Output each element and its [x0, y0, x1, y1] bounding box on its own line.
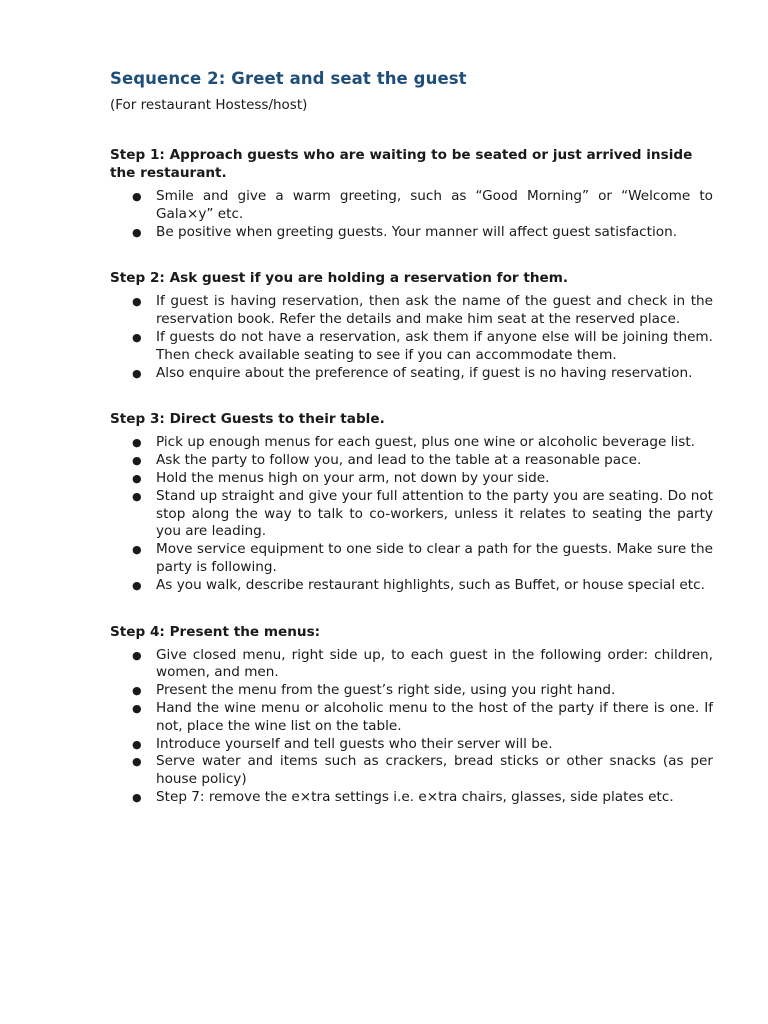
bullet-icon: ● — [132, 578, 142, 592]
bullet-item — [110, 577, 713, 595]
bullet-item — [110, 647, 713, 683]
bullet-item — [110, 470, 713, 488]
bullet-item — [110, 682, 713, 700]
bullet-item — [110, 188, 713, 224]
bullet-item — [110, 700, 713, 736]
bullet-icon: ● — [132, 701, 142, 715]
bullet-item — [110, 452, 713, 470]
bullet-icon: ● — [132, 225, 142, 239]
bullet-text: Introduce yourself and tell guests who their server will be. — [156, 735, 553, 752]
step-heading: Step 1: Approach guests who are waiting to be seated or just arrived inside the restaurant. — [110, 147, 693, 181]
bullet-text: Pick up enough menus for each guest, plus one wine or alcoholic beverage list. — [156, 434, 695, 451]
step-heading: Step 2: Ask guest if you are holding a reservation for them. — [110, 270, 569, 287]
bullet-text: If guests do not have a reservation, ask them if anyone else will be joining them. Then check available seating to see if you can accommodate them. — [156, 328, 713, 363]
bullet-text: Give closed menu, right side up, to each guest in the following order: children, women, and men. — [156, 646, 713, 681]
bullet-item — [110, 293, 713, 329]
steps-container — [110, 146, 713, 807]
bullet-text: Also enquire about the preference of seating, if guest is no having reservation. — [156, 364, 693, 381]
bullet-icon: ● — [132, 471, 142, 485]
bullet-text: If guest is having reservation, then ask the name of the guest and check in the reservation book. Refer the details and make him seat at the reserved place. — [156, 293, 713, 328]
bullet-text: Hand the wine menu or alcoholic menu to the host of the party if there is one. If not, place the wine list on the table. — [156, 699, 713, 734]
bullet-item — [110, 434, 713, 452]
document-subtitle: (For restaurant Hostess/host) — [110, 97, 308, 113]
bullet-item — [110, 789, 713, 807]
step-section-1 — [110, 146, 713, 241]
bullet-icon: ● — [132, 543, 142, 557]
bullet-icon: ● — [132, 454, 142, 468]
bullet-text: As you walk, describe restaurant highlights, such as Buffet, or house special etc. — [156, 576, 705, 593]
step-section-2 — [110, 269, 713, 382]
bullet-text: Present the menu from the guest’s right side, using you right hand. — [156, 682, 616, 699]
step-heading: Step 3: Direct Guests to their table. — [110, 411, 385, 428]
bullet-text: Move service equipment to one side to clear a path for the guests. Make sure the party is following. — [156, 541, 713, 575]
step-section-3 — [110, 410, 713, 594]
bullet-text: Smile and give a warm greeting, such as “Good Morning” or “Welcome to Gala×y” etc. — [156, 188, 713, 222]
bullet-icon: ● — [132, 190, 142, 203]
bullet-icon: ● — [132, 790, 142, 804]
bullet-item — [110, 736, 713, 754]
bullet-icon: ● — [132, 755, 142, 769]
bullet-icon: ● — [132, 366, 142, 380]
bullet-item — [110, 365, 713, 383]
bullet-icon: ● — [132, 737, 142, 751]
bullet-list — [110, 188, 713, 241]
step-heading: Step 4: Present the menus: — [110, 623, 321, 640]
bullet-text: Step 7: remove the e×tra settings i.e. e×tra chairs, glasses, side plates etc. — [156, 788, 674, 805]
bullet-list — [110, 647, 713, 807]
bullet-item — [110, 329, 713, 365]
bullet-list — [110, 434, 713, 594]
bullet-item — [110, 488, 713, 541]
bullet-item — [110, 541, 713, 577]
bullet-icon: ● — [132, 648, 142, 662]
bullet-item — [110, 753, 713, 789]
document-title: Sequence 2: Greet and seat the guest — [110, 69, 467, 88]
bullet-text: Be positive when greeting guests. Your manner will affect guest satisfaction. — [156, 223, 678, 240]
bullet-item — [110, 224, 713, 242]
bullet-text: Stand up straight and give your full attention to the party you are seating. Do not stop along the way to talk to co-workers, unless it relates to seating the party you are leading. — [156, 487, 713, 540]
bullet-icon: ● — [132, 330, 142, 344]
bullet-icon: ● — [132, 489, 142, 503]
bullet-icon: ● — [132, 295, 142, 309]
bullet-list — [110, 293, 713, 382]
bullet-icon: ● — [132, 684, 142, 698]
step-section-4 — [110, 623, 713, 807]
bullet-text: Serve water and items such as crackers, bread sticks or other snacks (as per house policy) — [156, 753, 713, 788]
bullet-text: Ask the party to follow you, and lead to the table at a reasonable pace. — [156, 452, 642, 469]
bullet-text: Hold the menus high on your arm, not down by your side. — [156, 469, 550, 486]
bullet-icon: ● — [132, 436, 142, 450]
